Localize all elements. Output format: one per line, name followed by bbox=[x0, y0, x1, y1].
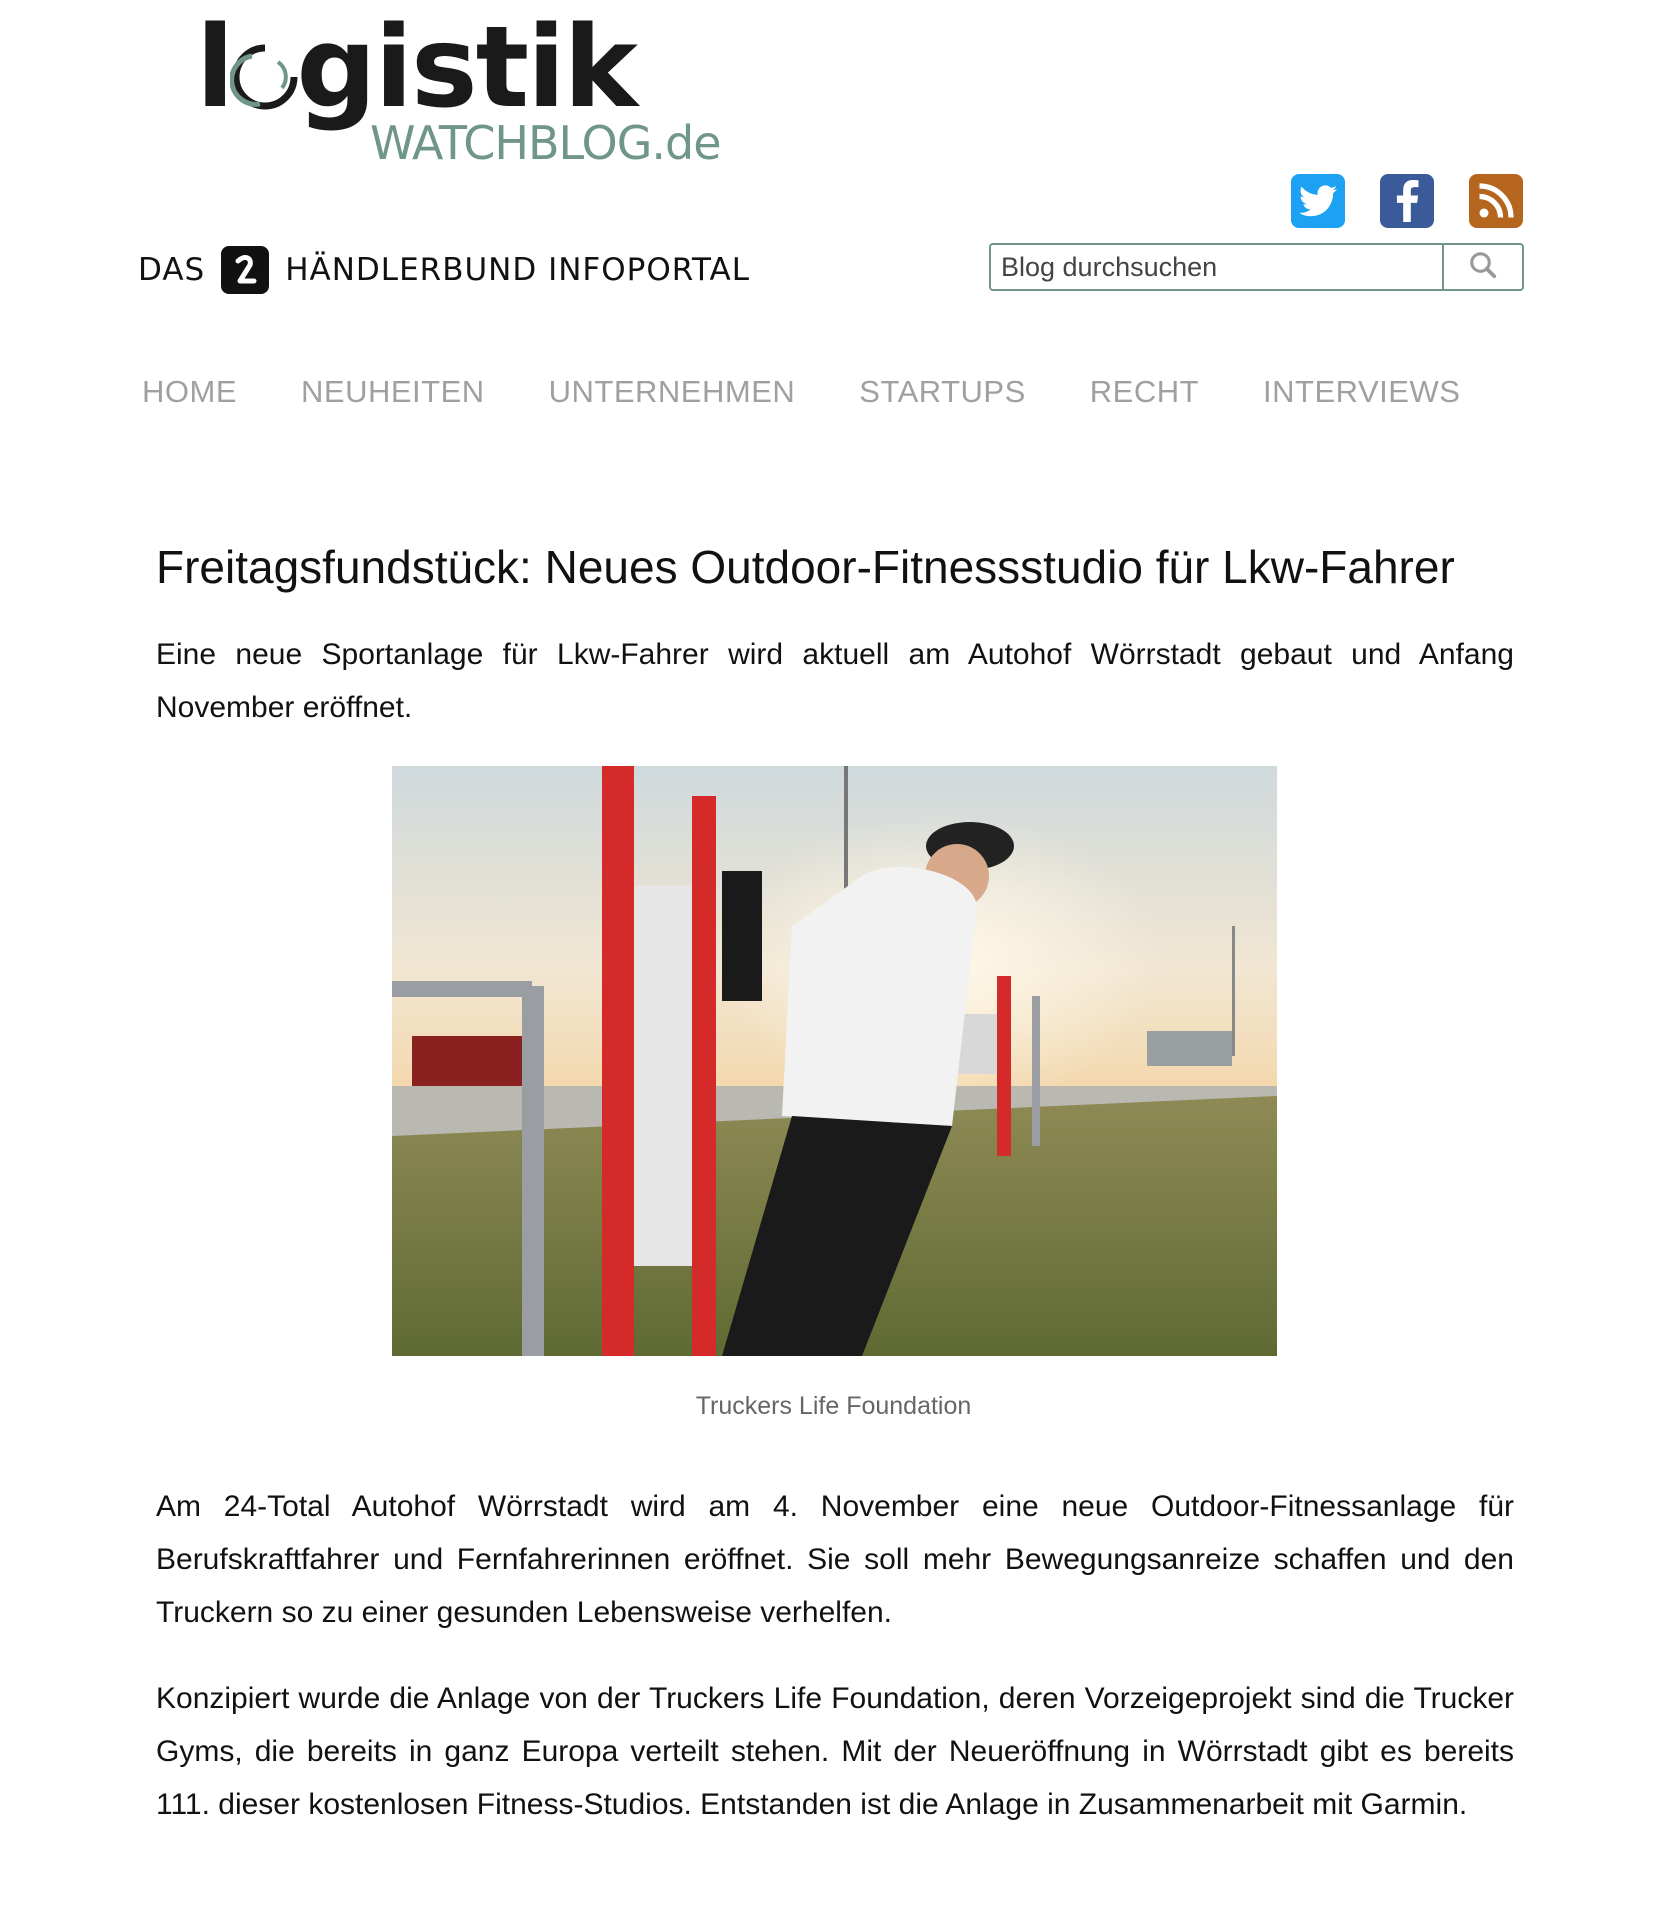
image-caption: Truckers Life Foundation bbox=[695, 1392, 972, 1420]
haendlerbund-logo-icon bbox=[221, 246, 269, 294]
logo-ring-icon bbox=[230, 18, 300, 88]
main-navigation bbox=[142, 374, 1524, 410]
article-image bbox=[392, 766, 1277, 1356]
nav-item-recht[interactable]: RECHT bbox=[1089, 374, 1200, 409]
article-title: Freitagsfundstück: Neues Outdoor-Fitnessstudio für Lkw-Fahrer bbox=[156, 541, 1455, 593]
nav-item-interviews[interactable]: INTERVIEWS bbox=[1263, 374, 1461, 409]
nav-item-neuheiten[interactable]: NEUHEITEN bbox=[301, 374, 485, 409]
search-input[interactable] bbox=[991, 245, 1442, 289]
rss-icon[interactable] bbox=[1469, 174, 1523, 228]
facebook-icon[interactable] bbox=[1380, 174, 1434, 228]
search-button[interactable] bbox=[1442, 245, 1522, 289]
tagline-suffix: HÄNDLERBUND INFOPORTAL bbox=[285, 252, 751, 288]
article-paragraph: Am 24-Total Autohof Wörrstadt wird am 4. November eine neue Outdoor-Fitnessanlage für Berufskraftfahrer und Fernfahrerinnen eröffnet. Sie soll mehr Bewegungsanreize schaffen und den Truckern so zu einer gesunden Lebensweise verhelfen. bbox=[156, 1490, 1514, 1629]
nav-item-home[interactable]: HOME bbox=[142, 374, 237, 409]
nav-item-unternehmen[interactable]: UNTERNEHMEN bbox=[548, 374, 796, 409]
logo-wordmark: l gistik bbox=[196, 3, 637, 133]
article-lead: Eine neue Sportanlage für Lkw-Fahrer wird aktuell am Autohof Wörrstadt gebaut und Anfang November eröffnet. bbox=[156, 638, 1514, 724]
search-icon bbox=[1468, 250, 1498, 285]
tagline-prefix: DAS bbox=[138, 252, 206, 288]
logo-subtitle: WATCHBLOG.de bbox=[370, 116, 721, 170]
article-paragraph: Konzipiert wurde die Anlage von der Truckers Life Foundation, deren Vorzeigeprojekt sind die Trucker Gyms, die bereits in ganz Europa verteilt stehen. Mit der Neueröffnung in Wörrstadt gibt es bereits 111. dieser kostenlosen Fitness-Studios. Entstanden ist die Anlage in Zusammenarbeit mit Garmin. bbox=[156, 1682, 1514, 1821]
blog-search bbox=[989, 243, 1524, 291]
site-logo[interactable] bbox=[196, 3, 721, 172]
portal-tagline bbox=[138, 247, 750, 293]
nav-item-startups[interactable]: STARTUPS bbox=[859, 374, 1026, 409]
twitter-icon[interactable] bbox=[1291, 174, 1345, 228]
